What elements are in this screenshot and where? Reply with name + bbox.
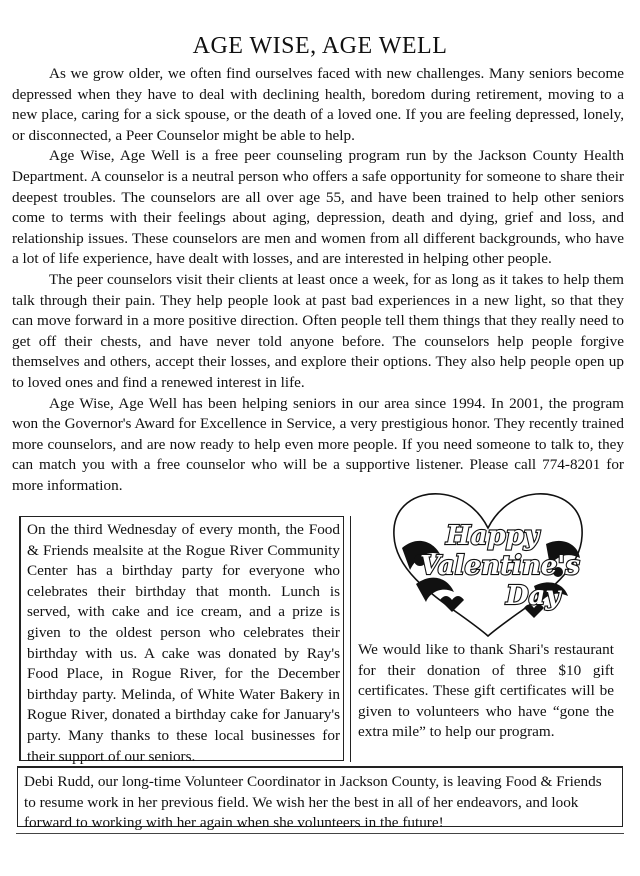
birthday-party-text: On the third Wednesday of every month, the Food & Friends mealsite at the Rogue River Community Center has a birthday party for everyone who celebrates their birthday that month. Lunch is served, with cake and ice cream, and a prize is given to the oldest person who celebrates their birthday with us. A cake was donated by Ray's Food Place, in Rogue River, for the December birthday party. Melinda, of White Water Bakery in Rogue River, donated a birthday cake for January's party. Many thanks to these local businesses for their support of our seniors. [27, 521, 340, 765]
heart-icon [386, 488, 590, 638]
article-body [12, 64, 624, 496]
article-paragraph-4: Age Wise, Age Well has been helping seniors in our area since 1994. In 2001, the program won the Governor's Award for Excellence in Service, a very prestigious honor. They recently trained more counselors, and are now ready to help even more people. If you need someone to talk to, they can match you with a free counselor who will be a supportive listener. Please call 774-8201 for more information. [12, 394, 624, 494]
bottom-rule [16, 833, 624, 834]
column-divider [350, 516, 351, 762]
article-paragraph-2: Age Wise, Age Well is a free peer counseling program run by the Jackson County Health Department. A counselor is a neutral person who offers a safe opportunity for someone to share their deepest troubles. The counselors are all over age 55, and have been trained to help other seniors come to terms with their feelings about aging, depression, death and dying, grief and loss, and relationship issues. These counselors are men and women from all different backgrounds, who have a lot of life experience, have dealt with losses, and are interested in helping other people. [12, 147, 624, 268]
thanks-text: We would like to thank Shari's restaurant for their donation of three $10 gift certificates. These gift certificates will be given to volunteers who have “gone the extra mile” to help our program. [358, 641, 614, 741]
debi-rudd-box [17, 766, 623, 832]
valentine-graphic [386, 488, 590, 638]
valentine-line-1: Happy [446, 521, 539, 551]
article-paragraph-3: The peer counselors visit their clients at least once a week, for as long as it takes to help them talk through their pain. They help people look at past bad experiences in a new light, so that they can move forward in a more positive direction. Often people tell them things that they really need to get off their chests, and have never told anyone before. The counselors help people forgive themselves and others, accept their losses, and explore their options. They also help people open up to loved ones and find a renewed interest in life. [12, 270, 624, 391]
debi-rudd-text: Debi Rudd, our long-time Volunteer Coordinator in Jackson County, is leaving Food & Friends to resume work in her previous field. We wish her the best in all of her endeavors, and look forward to working with her again when she volunteers in the future! [24, 773, 602, 832]
article-paragraph-1: As we grow older, we often find ourselves faced with new challenges. Many seniors become depressed when they have to deal with declining health, boredom during retirement, moving to a new place, caring for a sick spouse, or the death of a loved one. If you are feeling depressed, lonely, or disconnected, a Peer Counselor might be able to help. [12, 65, 624, 144]
valentine-line-2: Valentine's [420, 551, 580, 581]
valentine-line-3: Day [506, 581, 561, 611]
birthday-party-box [19, 516, 344, 765]
page-title: AGE WISE, AGE WELL [192, 33, 448, 59]
thanks-note [358, 640, 614, 743]
